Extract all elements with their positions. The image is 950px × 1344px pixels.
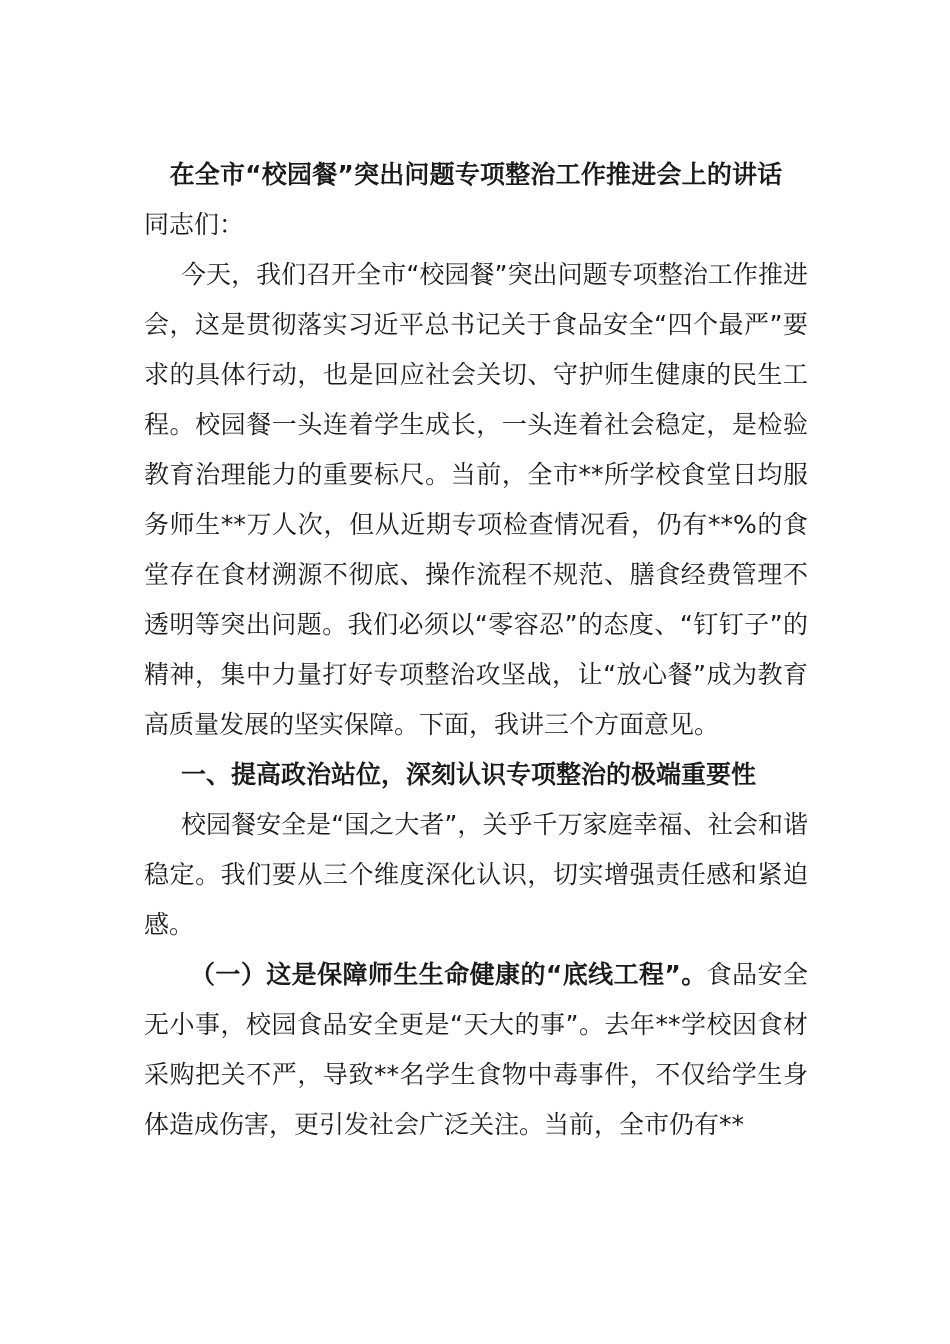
- salutation: 同志们：: [144, 210, 245, 239]
- point-1-lead: （一）这是保障师生生命健康的“底线工程”。: [190, 960, 707, 989]
- section-1-point-1: [144, 950, 808, 1150]
- document-title: 在全市“校园餐”突出问题专项整治工作推进会上的讲话: [169, 160, 783, 189]
- section-1-paragraph: 校园餐安全是“国之大者”，关乎千万家庭幸福、社会和谐稳定。我们要从三个维度深化认识，切实增强责任感和紧迫感。: [144, 810, 808, 939]
- intro-paragraph: 今天，我们召开全市“校园餐”突出问题专项整治工作推进会，这是贯彻落实习近平总书记关于食品安全“四个最严”要求的具体行动，也是回应社会关切、守护师生健康的民生工程。校园餐一头连着学生成长，一头连着社会稳定，是检验教育治理能力的重要标尺。当前，全市**所学校食堂日均服务师生**万人次，但从近期专项检查情况看，仍有**%的食堂存在食材溯源不彻底、操作流程不规范、膳食经费管理不透明等突出问题。我们必须以“零容忍”的态度、“钉钉子”的精神，集中力量打好专项整治攻坚战，让“放心餐”成为教育高质量发展的坚实保障。下面，我讲三个方面意见。: [144, 260, 808, 739]
- point-1-text: 食品安全无小事，校园食品安全更是“天大的事”。去年**学校因食材采购把关不严，导致**名学生食物中毒事件，不仅给学生身体造成伤害，更引发社会广泛关注。当前，全市仍有**: [144, 960, 808, 1139]
- section-1-heading: 一、提高政治站位，深刻认识专项整治的极端重要性: [181, 760, 757, 789]
- document-body: [144, 150, 808, 1150]
